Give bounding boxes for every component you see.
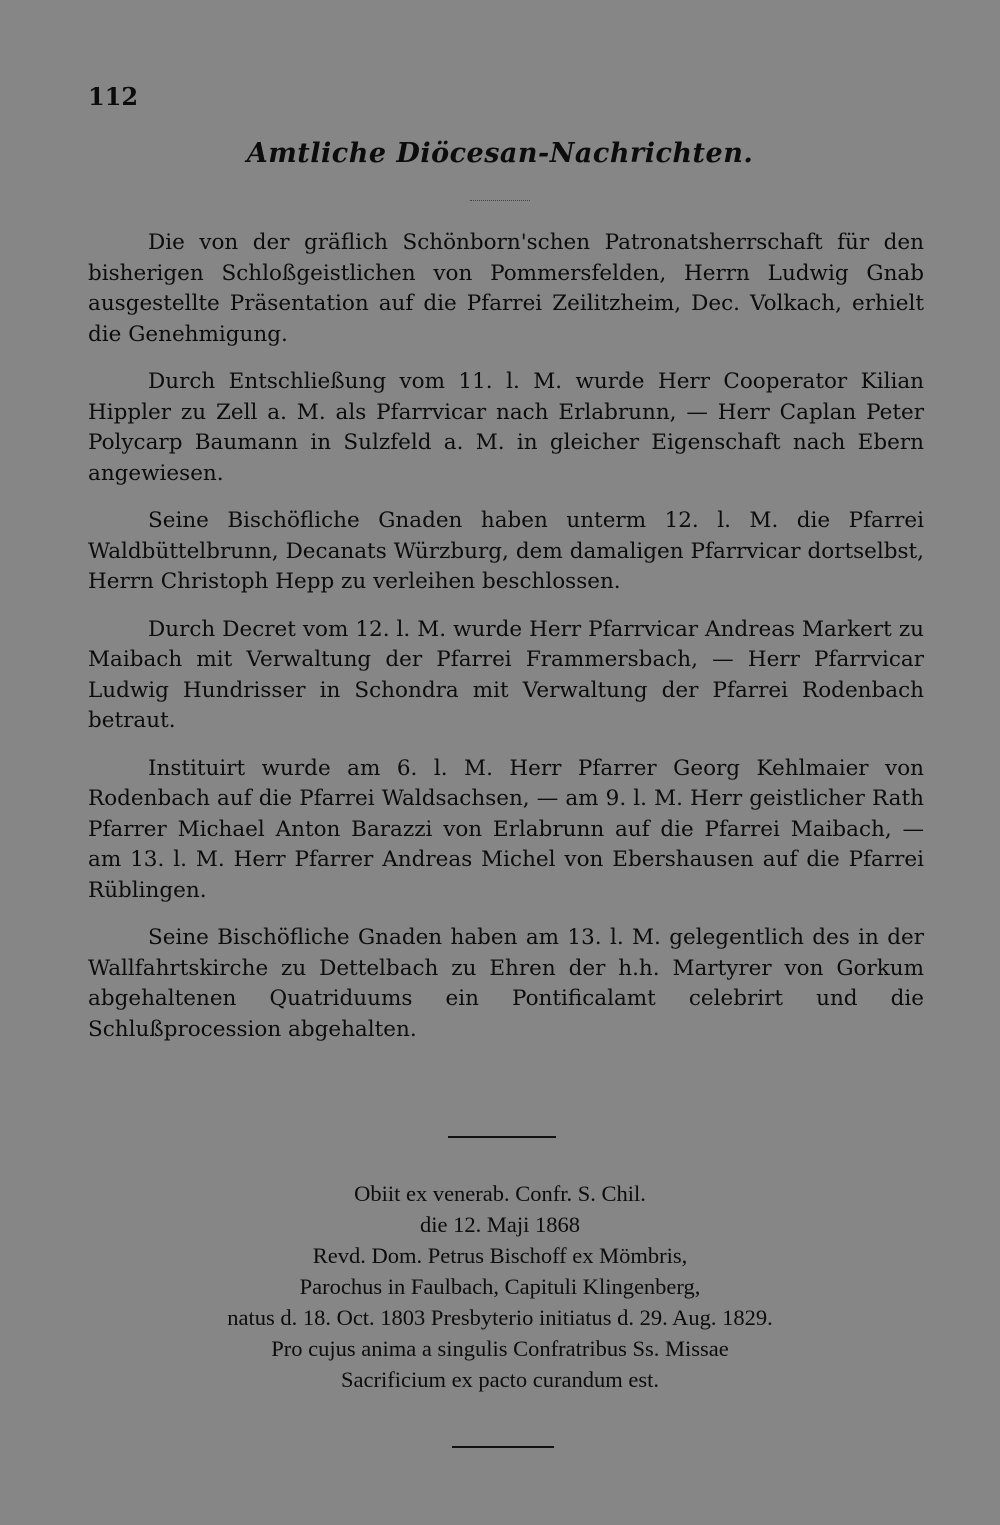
obituary-line: Obiit ex venerab. Confr. S. Chil. xyxy=(354,1181,646,1206)
divider xyxy=(452,1446,554,1448)
paragraph: Seine Bischöfliche Gnaden haben am 13. l. M. gelegentlich des in der Wallfahrtskirche zu Dettelbach zu Ehren der h.h. Martyrer von Gorkum abgehaltenen Quatriduums ein Pontificalamt celebrirt und die Schlußprocession abgehalten. xyxy=(88,925,924,1042)
obituary-line: natus d. 18. Oct. 1803 Presbyterio initiatus d. 29. Aug. 1829. xyxy=(227,1305,773,1330)
paragraph: Instituirt wurde am 6. l. M. Herr Pfarrer Georg Kehlmaier von Rodenbach auf die Pfarrei Waldsachsen, — am 9. l. M. Herr geistlicher Rath Pfarrer Michael Anton Barazzi von Erlabrunn auf die Pfarrei Maibach, — am 13. l. M. Herr Pfarrer Andreas Michel von Ebershausen auf die Pfarrei Rüblingen. xyxy=(88,755,924,903)
paragraph: Durch Decret vom 12. l. M. wurde Herr Pfarrvicar Andreas Markert zu Maibach mit Verwaltung der Pfarrei Frammersbach, — Herr Pfarrvicar Ludwig Hundrisser in Schondra mit Verwaltung der Pfarrei Rodenbach betraut. xyxy=(88,616,924,733)
obituary-line: Pro cujus anima a singulis Confratribus Ss. Missae xyxy=(271,1336,729,1361)
paragraph: Die von der gräflich Schönborn'schen Patronatsherrschaft für den bisherigen Schloßgeistlichen von Pommersfelden, Herrn Ludwig Gnab ausgestellte Präsentation auf die Pfarrei Zeilitzheim, Dec. Volkach, erhielt die Genehmigung. xyxy=(88,230,924,347)
obituary-notice xyxy=(120,1178,880,1395)
obituary-line: Sacrificium ex pacto curandum est. xyxy=(340,1367,659,1392)
divider xyxy=(448,1136,556,1138)
paragraph: Seine Bischöfliche Gnaden haben unterm 12. l. M. die Pfarrei Waldbüttelbrunn, Decanats Würzburg, dem damaligen Pfarrvicar dortselbst, Herrn Christoph Hepp zu verleihen beschlossen. xyxy=(88,508,924,594)
section-heading: Amtliche Diöcesan-Nachrichten. xyxy=(246,138,754,169)
body-text xyxy=(88,228,924,1062)
obituary-line: Revd. Dom. Petrus Bischoff ex Mömbris, xyxy=(312,1243,688,1268)
obituary-line: die 12. Maji 1868 xyxy=(420,1212,580,1237)
heading-ornament xyxy=(470,200,530,201)
obituary-line: Parochus in Faulbach, Capituli Klingenberg, xyxy=(299,1274,701,1299)
paragraph: Durch Entschließung vom 11. l. M. wurde Herr Cooperator Kilian Hippler zu Zell a. M. als Pfarrvicar nach Erlabrunn, — Herr Caplan Peter Polycarp Baumann in Sulzfeld a. M. in gleicher Eigenschaft nach Ebern angewiesen. xyxy=(88,369,924,486)
page-number: 112 xyxy=(88,82,139,111)
